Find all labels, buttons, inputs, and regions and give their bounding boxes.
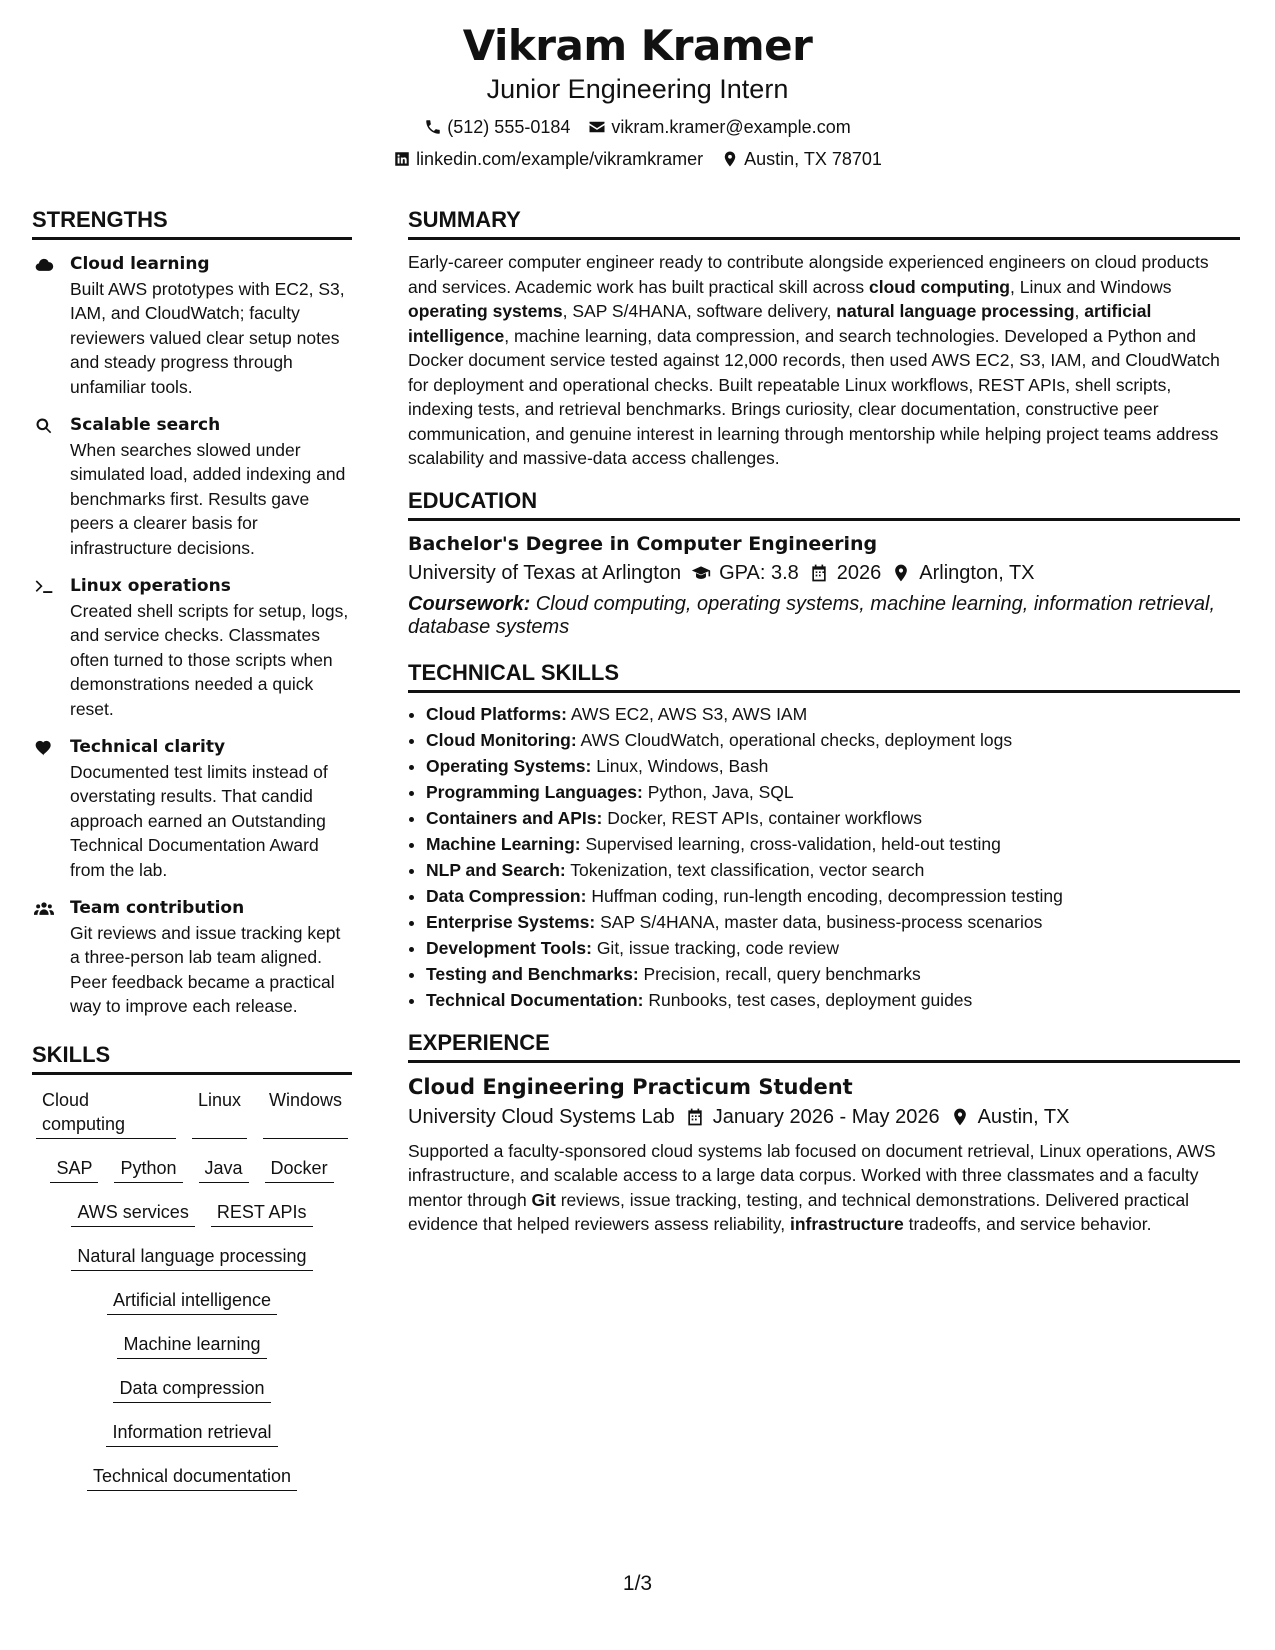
experience-section (408, 1029, 1240, 1237)
contact-linkedin[interactable] (393, 148, 703, 170)
page-number: 1/3 (622, 1572, 653, 1595)
users-icon-wrap (32, 898, 56, 920)
education-section (408, 487, 1240, 639)
technical-skill-label: Cloud Platforms: (426, 703, 567, 724)
contact-line-1 (0, 116, 1275, 138)
strength-item (32, 413, 352, 560)
experience-segment: tradeoffs, and service behavior. (903, 1214, 1152, 1234)
users-icon (33, 899, 55, 919)
technical-skills-list (408, 701, 1240, 1013)
graduation-year (809, 559, 882, 587)
job-dates (685, 1103, 940, 1131)
terminal-icon-wrap (32, 576, 56, 598)
skills-chip-row (36, 1199, 348, 1227)
strength-description: Created shell scripts for setup, logs, and service checks. Classmates often turned to those scripts when demonstrations needed a quick reset. (70, 600, 349, 719)
technical-skill-label: Cloud Monitoring: (426, 729, 577, 750)
strength-title: Scalable search (70, 415, 221, 435)
strength-description: Git reviews and issue tracking kept a three-person lab team aligned. Peer feedback became a practical way to improve each release. (70, 922, 341, 1016)
phone-icon (424, 118, 442, 136)
summary-segment: , machine learning, data compression, and search technologies. Developed a Python and Docker document service tested against 12,000 records, then used AWS EC2, S3, IAM, and CloudWatch for deployment and operational checks. Built repeatable Linux workflows, REST APIs, shell scripts, indexing tests, and retrieval benchmarks. Brings curiosity, clear documentation, constructive peer communication, and genuine interest in learning through mentorship while helping project teams address scalability and massive-data access challenges. (408, 325, 1220, 468)
technical-skill-label: Data Compression: (426, 885, 587, 906)
job-location-text: Austin, TX (977, 1105, 1070, 1128)
strength-item (32, 735, 352, 882)
strength-item (32, 252, 352, 399)
skill-chip: Java (199, 1155, 249, 1183)
skills-chip-row (36, 1287, 348, 1315)
summary-heading: SUMMARY (408, 206, 1240, 240)
strength-title: Technical clarity (70, 737, 226, 757)
technical-skill-item (426, 909, 1240, 935)
coursework-label: Coursework: (408, 592, 531, 615)
right-column (408, 206, 1240, 1237)
skills-chip-row (36, 1331, 348, 1359)
job-dates-text: January 2026 - May 2026 (712, 1105, 940, 1128)
technical-skill-item (426, 779, 1240, 805)
search-icon (33, 416, 55, 436)
envelope-icon (588, 118, 606, 136)
technical-skill-item (426, 987, 1240, 1013)
resume-header (0, 20, 1275, 170)
technical-skill-item (426, 935, 1240, 961)
strength-description: Documented test limits instead of overstating results. That candid approach earned an Outstanding Technical Documentation Award from the lab. (70, 761, 328, 880)
technical-skill-value: Docker, REST APIs, container workflows (602, 807, 922, 828)
technical-skill-label: Operating Systems: (426, 755, 592, 776)
skill-chip: Python (114, 1155, 182, 1183)
experience-meta (408, 1103, 1240, 1131)
map-pin-icon (950, 1107, 970, 1127)
organization-name: University Cloud Systems Lab (408, 1105, 675, 1128)
education-heading: EDUCATION (408, 487, 1240, 521)
technical-skill-label: Machine Learning: (426, 833, 581, 854)
contact-location (721, 148, 882, 170)
summary-keyword: artificial intelligence (408, 301, 1152, 346)
coursework (408, 593, 1240, 639)
skill-chip: AWS services (71, 1199, 194, 1227)
skill-chip: Linux (192, 1087, 247, 1139)
technical-skills-section (408, 659, 1240, 1013)
technical-skill-value: AWS EC2, AWS S3, AWS IAM (566, 703, 808, 724)
skill-chip: Artificial intelligence (107, 1287, 277, 1315)
heart-icon (33, 738, 55, 758)
strength-title: Cloud learning (70, 254, 210, 274)
summary-section (408, 206, 1240, 471)
skills-chip-row (36, 1243, 348, 1271)
summary-keyword: operating systems (408, 301, 563, 321)
experience-description (408, 1139, 1240, 1237)
skills-chip-row (36, 1155, 348, 1183)
summary-segment: , Linux and Windows (1009, 276, 1172, 297)
summary-keyword: cloud computing (869, 276, 1010, 297)
technical-skill-label: Programming Languages: (426, 781, 643, 802)
technical-skill-label: Technical Documentation: (426, 989, 644, 1010)
contact-email[interactable] (588, 116, 850, 138)
email-text[interactable]: vikram.kramer@example.com (611, 117, 851, 137)
technical-skill-item (426, 805, 1240, 831)
phone-text: (512) 555-0184 (447, 117, 571, 137)
summary-segment: , SAP S/4HANA, software delivery, (562, 301, 837, 321)
contact-phone (424, 116, 570, 138)
year-text: 2026 (836, 561, 882, 584)
technical-skill-item (426, 883, 1240, 909)
strength-description: Built AWS prototypes with EC2, S3, IAM, and CloudWatch; faculty reviewers valued clear setup notes and steady progress through unfamiliar tools. (70, 278, 345, 397)
candidate-name: Vikram Kramer (462, 21, 813, 70)
graduation-cap-icon (691, 563, 711, 583)
summary-segment: Early-career computer engineer ready to contribute alongside experienced engineers on cloud products and services. Academic work has built practical skill across (408, 252, 1209, 297)
school-name: University of Texas at Arlington (408, 561, 682, 584)
technical-skill-label: Testing and Benchmarks: (426, 963, 639, 984)
calendar-icon (809, 563, 829, 583)
skill-chip: Cloud computing (36, 1087, 176, 1139)
skill-chip: SAP (50, 1155, 98, 1183)
strengths-heading: STRENGTHS (32, 206, 352, 240)
job-location (950, 1103, 1070, 1131)
technical-skill-label: Development Tools: (426, 937, 592, 958)
technical-skill-item (426, 727, 1240, 753)
skill-chip: REST APIs (211, 1199, 313, 1227)
heart-icon-wrap (32, 737, 56, 759)
technical-skill-value: AWS CloudWatch, operational checks, deployment logs (576, 729, 1013, 750)
job-title: Cloud Engineering Practicum Student (408, 1074, 853, 1099)
skills-chip-row (36, 1419, 348, 1447)
technical-skill-item (426, 961, 1240, 987)
strength-description: When searches slowed under simulated load, added indexing and benchmarks first. Results gave peers a clearer basis for infrastructure decisions. (70, 439, 346, 558)
skill-chip: Machine learning (117, 1331, 266, 1359)
education-location (891, 559, 1034, 587)
search-icon-wrap (32, 415, 56, 437)
technical-skill-label: NLP and Search: (426, 859, 566, 880)
degree-title: Bachelor's Degree in Computer Engineering (408, 532, 878, 555)
skills-section (32, 1041, 352, 1491)
candidate-title: Junior Engineering Intern (486, 74, 789, 104)
technical-skills-heading: TECHNICAL SKILLS (408, 659, 1240, 693)
strengths-section (32, 206, 352, 1019)
technical-skill-value: Runbooks, test cases, deployment guides (643, 989, 973, 1010)
technical-skill-item (426, 753, 1240, 779)
strength-title: Team contribution (70, 898, 245, 918)
skills-chip-row (36, 1463, 348, 1491)
skill-chip: Information retrieval (106, 1419, 277, 1447)
experience-heading: EXPERIENCE (408, 1029, 1240, 1063)
skills-chip-row (36, 1375, 348, 1403)
technical-skill-value: Linux, Windows, Bash (591, 755, 769, 776)
technical-skill-item (426, 701, 1240, 727)
skill-chip: Technical documentation (87, 1463, 297, 1491)
terminal-icon (33, 577, 55, 597)
technical-skill-value: Supervised learning, cross-validation, held-out testing (580, 833, 1001, 854)
skill-chip: Windows (263, 1087, 348, 1139)
linkedin-icon (393, 150, 411, 168)
strength-item (32, 896, 352, 1019)
technical-skill-item (426, 857, 1240, 883)
technical-skill-value: Python, Java, SQL (642, 781, 794, 802)
calendar-icon (685, 1107, 705, 1127)
technical-skill-value: Huffman coding, run-length encoding, decompression testing (586, 885, 1063, 906)
strength-item (32, 574, 352, 721)
education-location-text: Arlington, TX (919, 561, 1035, 584)
skills-chip-row (36, 1087, 348, 1139)
summary-segment: , (1074, 301, 1085, 321)
skill-chip: Docker (265, 1155, 334, 1183)
summary-keyword: natural language processing (836, 301, 1075, 321)
technical-skill-label: Enterprise Systems: (426, 911, 596, 932)
education-meta (408, 559, 1240, 587)
map-pin-icon (891, 563, 911, 583)
contact-line-2 (0, 148, 1275, 170)
summary-text (408, 250, 1240, 471)
left-column (32, 206, 352, 1491)
gpa (691, 559, 799, 587)
skill-chip: Data compression (113, 1375, 270, 1403)
skill-chip: Natural language processing (71, 1243, 312, 1271)
experience-segment: reviews, issue tracking, testing, and technical demonstrations. Delivered practical evidence that helped reviewers assess reliability, (408, 1189, 1190, 1234)
cloud-icon-wrap (32, 254, 56, 276)
technical-skill-value: Tokenization, text classification, vector search (565, 859, 925, 880)
technical-skill-value: Git, issue tracking, code review (591, 937, 839, 958)
map-pin-icon (721, 150, 739, 168)
strength-title: Linux operations (70, 576, 231, 596)
technical-skill-value: SAP S/4HANA, master data, business-process scenarios (595, 911, 1043, 932)
technical-skill-item (426, 831, 1240, 857)
skills-heading: SKILLS (32, 1041, 352, 1075)
experience-keyword: infrastructure (789, 1214, 904, 1234)
gpa-text: GPA: 3.8 (719, 561, 799, 584)
location-text: Austin, TX 78701 (744, 149, 882, 169)
technical-skill-value: Precision, recall, query benchmarks (638, 963, 921, 984)
technical-skill-label: Containers and APIs: (426, 807, 603, 828)
linkedin-text[interactable]: linkedin.com/example/vikramkramer (416, 149, 704, 169)
experience-segment: Supported a faculty-sponsored cloud systems lab focused on document retrieval, Linux operations, AWS infrastructure, and scalable access to a large data corpus. Worked with three classmates and a faculty mentor through (408, 1140, 1216, 1210)
skills-chips (32, 1087, 352, 1491)
experience-keyword: Git (531, 1189, 556, 1210)
coursework-text: Cloud computing, operating systems, machine learning, information retrieval, database systems (408, 592, 1216, 638)
cloud-icon (33, 255, 55, 275)
